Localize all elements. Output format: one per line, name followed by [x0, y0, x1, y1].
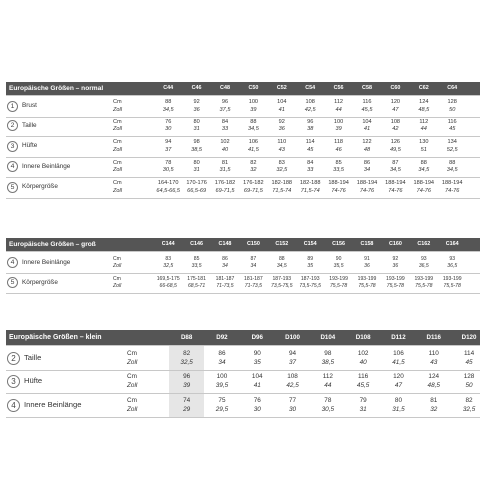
cm-value: 193-199 [414, 276, 434, 283]
column-header: D92 [216, 334, 228, 341]
cm-value: 100 [248, 99, 259, 106]
zoll-value: 41,5 [247, 146, 259, 153]
cm-value: 78 [324, 397, 332, 404]
cm-value: 92 [392, 256, 399, 263]
column-header: C56 [333, 85, 344, 91]
cm-value: 188-194 [413, 180, 435, 187]
zoll-value: 41 [278, 106, 285, 113]
zoll-value: 74-76 [331, 187, 346, 194]
cm-value: 88 [449, 159, 456, 166]
table-header [6, 330, 480, 345]
measurement-label: Hüfte [24, 376, 43, 386]
zoll-value: 32 [250, 167, 257, 174]
unit-cm-label: Cm [113, 139, 122, 146]
table-row [6, 251, 480, 274]
column-header: C144 [161, 241, 175, 247]
zoll-value: 32,5 [180, 358, 193, 366]
table-row [6, 369, 480, 394]
zoll-value: 66,5-69 [187, 187, 207, 194]
zoll-value: 38,5 [191, 146, 203, 153]
zoll-value: 32 [430, 405, 438, 413]
zoll-value: 32,5 [462, 405, 476, 413]
zoll-value: 32,5 [276, 167, 288, 174]
size-table [6, 330, 480, 417]
cm-value: 182-188 [299, 180, 321, 187]
cm-value: 85 [193, 256, 200, 263]
table-row [6, 136, 480, 158]
cm-value: 88 [165, 99, 172, 106]
zoll-value: 34 [218, 358, 226, 366]
zoll-value: 31 [359, 405, 367, 413]
cm-value: 128 [463, 373, 475, 380]
table-title: Europäische Größen – klein [9, 334, 102, 341]
column-header: D112 [391, 334, 406, 341]
table-header [6, 238, 480, 251]
zoll-value: 34 [222, 263, 228, 269]
cm-value: 176-182 [243, 180, 264, 187]
column-header: C146 [190, 241, 204, 247]
cm-value: 98 [193, 139, 200, 146]
zoll-value: 75,5-78 [415, 283, 433, 289]
zoll-value: 71,5-74 [300, 187, 320, 194]
unit-zoll-label: Zoll [113, 106, 123, 113]
column-header: D108 [355, 334, 371, 341]
zoll-value: 45 [465, 358, 473, 366]
unit-zoll-label: Zoll [127, 381, 138, 389]
cm-value: 169,5-175 [156, 276, 180, 283]
zoll-value: 40 [221, 146, 229, 153]
row-number-badge: 3 [7, 141, 18, 152]
column-header: D100 [285, 334, 300, 341]
cm-value: 110 [277, 139, 287, 146]
size-table [6, 82, 480, 198]
cm-value: 188-194 [356, 180, 378, 187]
zoll-value: 41,5 [392, 358, 405, 366]
unit-cm-label: Cm [113, 99, 122, 106]
zoll-value: 69-71,5 [215, 187, 235, 194]
zoll-value: 66-68,5 [159, 283, 177, 289]
measurement-label: Innere Beinlänge [22, 258, 71, 266]
row-number-badge: 4 [7, 257, 18, 268]
cm-value: 120 [393, 373, 404, 380]
cm-value: 181-187 [244, 276, 263, 283]
zoll-value: 31,5 [392, 405, 405, 413]
zoll-value: 44 [324, 381, 332, 389]
cm-value: 81 [430, 397, 438, 404]
zoll-value: 75,5-78 [329, 283, 348, 289]
zoll-value: 36 [278, 126, 285, 133]
zoll-value: 64,5-66,5 [156, 187, 181, 194]
column-header: C162 [417, 241, 431, 247]
zoll-value: 44 [335, 106, 342, 113]
column-header: C50 [248, 85, 259, 91]
column-header: C64 [447, 85, 458, 91]
row-number-badge: 5 [7, 277, 18, 288]
zoll-value: 38,5 [321, 358, 335, 366]
zoll-value: 45 [307, 146, 314, 153]
cm-value: 134 [447, 139, 457, 146]
cm-value: 76 [165, 118, 172, 125]
cm-value: 76 [253, 397, 261, 404]
zoll-value: 37 [165, 146, 172, 153]
cm-value: 94 [165, 139, 172, 146]
zoll-value: 36 [193, 106, 200, 113]
table-title: Europäische Größen – normal [9, 85, 104, 92]
cm-value: 182-188 [271, 180, 293, 187]
measurement-label: Taille [22, 121, 37, 129]
cm-value: 89 [307, 256, 314, 263]
zoll-value: 34,5 [389, 167, 401, 174]
cm-value: 112 [322, 373, 333, 380]
zoll-value: 29,5 [215, 405, 229, 413]
column-header: D88 [180, 334, 193, 341]
column-header: C62 [418, 85, 429, 91]
cm-value: 80 [193, 159, 200, 166]
column-header: C164 [445, 241, 459, 247]
cm-value: 102 [357, 350, 369, 357]
table-row [6, 116, 480, 138]
cm-value: 87 [250, 256, 257, 263]
cm-value: 100 [333, 118, 344, 125]
measurement-label: Hüfte [22, 142, 38, 150]
cm-value: 91 [364, 256, 370, 263]
cm-value: 82 [250, 159, 257, 166]
zoll-value: 71-73,5 [244, 283, 263, 289]
unit-cm-label: Cm [127, 397, 137, 404]
zoll-value: 30 [288, 405, 297, 413]
table-header [6, 82, 480, 95]
measurement-label: Innere Beinlänge [24, 400, 82, 410]
zoll-value: 34,5 [276, 263, 287, 269]
zoll-value: 37 [288, 358, 297, 366]
cm-value: 187-193 [272, 276, 292, 283]
cm-value: 126 [390, 139, 401, 146]
cm-value: 88 [278, 256, 285, 263]
unit-cm-label: Cm [113, 180, 122, 187]
cm-value: 188-194 [328, 180, 349, 187]
unit-zoll-label: Zoll [113, 167, 123, 174]
column-header: C58 [362, 85, 372, 91]
cm-value: 124 [419, 99, 429, 106]
column-header: C46 [191, 85, 202, 91]
measurement-label: Brust [22, 102, 37, 110]
column-header: C160 [388, 241, 402, 247]
cm-value: 193-199 [386, 276, 405, 283]
zoll-value: 47 [394, 381, 402, 389]
cm-value: 188-194 [441, 180, 463, 187]
row-number-badge: 4 [7, 399, 20, 412]
size-table [6, 238, 480, 293]
zoll-value: 33,5 [333, 167, 345, 174]
zoll-value: 36,5 [447, 263, 458, 269]
cm-value: 102 [220, 139, 230, 146]
row-number-badge: 1 [7, 101, 18, 112]
cm-value: 96 [307, 118, 314, 125]
zoll-value: 73,5-75,5 [271, 283, 293, 289]
cm-value: 77 [288, 397, 297, 404]
zoll-value: 34,5 [162, 106, 174, 113]
cm-value: 100 [216, 373, 228, 380]
column-header: C54 [305, 85, 316, 91]
table-row [6, 345, 480, 371]
zoll-value: 39 [183, 381, 191, 389]
measurement-label: Körpergröße [22, 183, 58, 191]
zoll-value: 42 [392, 126, 399, 133]
cm-value: 88 [250, 118, 257, 125]
cm-value: 93 [449, 256, 456, 263]
cm-value: 83 [165, 256, 172, 263]
zoll-value: 33 [307, 167, 314, 174]
zoll-value: 75,5-78 [386, 283, 405, 289]
unit-zoll-label: Zoll [113, 263, 122, 269]
unit-cm-label: Cm [127, 373, 137, 380]
cm-value: 116 [358, 373, 369, 380]
zoll-value: 74-76 [388, 187, 403, 194]
unit-zoll-label: Zoll [127, 358, 138, 366]
row-number-badge: 5 [7, 182, 18, 193]
zoll-value: 51 [420, 146, 427, 153]
zoll-value: 29 [183, 405, 191, 413]
cm-value: 96 [183, 373, 191, 380]
column-header: D104 [320, 334, 336, 341]
column-header: C154 [303, 241, 317, 247]
cm-value: 116 [447, 118, 457, 125]
zoll-value: 68,5-71 [187, 283, 206, 289]
cm-value: 94 [288, 350, 297, 357]
zoll-value: 37,5 [219, 106, 231, 113]
table-row [6, 393, 480, 418]
column-header: D120 [461, 334, 477, 341]
zoll-value: 45,5 [361, 106, 373, 113]
zoll-value: 75,5-78 [443, 283, 461, 289]
zoll-value: 30 [253, 405, 261, 413]
cm-value: 75 [218, 397, 226, 404]
cm-value: 84 [307, 159, 314, 166]
cm-value: 82 [465, 397, 473, 404]
cm-value: 104 [362, 118, 372, 125]
cm-value: 108 [287, 373, 298, 380]
cm-value: 79 [359, 397, 367, 404]
zoll-value: 30,5 [162, 167, 174, 174]
zoll-value: 34,5 [446, 167, 458, 174]
cm-value: 112 [334, 99, 344, 106]
cm-value: 83 [278, 159, 285, 166]
cm-value: 74 [183, 397, 191, 404]
zoll-value: 42,5 [304, 106, 316, 113]
cm-value: 106 [248, 139, 259, 146]
zoll-value: 39,5 [215, 381, 229, 389]
column-header: C156 [332, 241, 346, 247]
table-row [6, 95, 480, 118]
cm-value: 116 [362, 99, 372, 106]
cm-value: 114 [463, 350, 475, 357]
cm-value: 176-182 [214, 180, 236, 187]
zoll-value: 48,5 [427, 381, 440, 389]
zoll-value: 71,5-74 [272, 187, 292, 194]
zoll-value: 44 [420, 126, 427, 133]
zoll-value: 50 [449, 106, 456, 113]
cm-value: 92 [278, 118, 285, 125]
column-header: C44 [163, 85, 174, 91]
zoll-value: 33 [221, 126, 229, 133]
table-row [6, 177, 480, 199]
column-header: C158 [360, 241, 374, 247]
cm-value: 86 [363, 159, 371, 166]
cm-value: 104 [251, 373, 263, 380]
zoll-value: 49,5 [389, 146, 401, 153]
cm-value: 164-170 [157, 180, 179, 187]
cm-value: 124 [428, 373, 440, 380]
zoll-value: 31,5 [219, 167, 231, 174]
unit-zoll-label: Zoll [113, 146, 123, 153]
zoll-value: 35 [307, 263, 314, 269]
table-row [6, 157, 480, 179]
cm-value: 187-193 [300, 276, 320, 283]
zoll-value: 40 [359, 358, 367, 366]
unit-cm-label: Cm [113, 118, 122, 125]
cm-value: 181-187 [215, 276, 235, 283]
cm-value: 193-199 [329, 276, 348, 283]
cm-value: 88 [420, 159, 427, 166]
row-number-badge: 3 [7, 375, 20, 388]
zoll-value: 36 [392, 263, 399, 269]
zoll-value: 74-76 [359, 187, 375, 194]
zoll-value: 35,5 [333, 263, 344, 269]
zoll-value: 48,5 [418, 106, 430, 113]
column-header: C48 [220, 85, 230, 91]
zoll-value: 41 [363, 126, 371, 133]
cm-value: 92 [193, 99, 200, 106]
zoll-value: 75,5-78 [358, 283, 376, 289]
zoll-value: 38 [307, 126, 314, 133]
cm-value: 90 [335, 256, 342, 263]
cm-value: 80 [394, 397, 402, 404]
column-header: C148 [218, 241, 232, 247]
unit-zoll-label: Zoll [113, 187, 123, 194]
zoll-value: 34,5 [418, 167, 430, 174]
zoll-value: 45,5 [356, 381, 370, 389]
zoll-value: 31 [193, 167, 200, 174]
cm-value: 130 [419, 139, 429, 146]
zoll-value: 43 [430, 358, 438, 366]
zoll-value: 52,5 [446, 146, 458, 153]
zoll-value: 34,5 [247, 126, 259, 133]
table-row [6, 272, 480, 294]
unit-cm-label: Cm [127, 350, 137, 357]
zoll-value: 30,5 [321, 405, 335, 413]
zoll-value: 48 [363, 146, 371, 153]
zoll-value: 36 [364, 263, 370, 269]
cm-value: 78 [165, 159, 172, 166]
cm-value: 84 [221, 118, 229, 125]
cm-value: 170-176 [186, 180, 207, 187]
zoll-value: 41 [253, 381, 261, 389]
measurement-label: Körpergröße [22, 278, 58, 286]
cm-value: 112 [419, 118, 429, 125]
cm-value: 120 [390, 99, 401, 106]
zoll-value: 32,5 [163, 263, 174, 269]
zoll-value: 39 [250, 106, 257, 113]
cm-value: 193-199 [357, 276, 377, 283]
cm-value: 98 [324, 350, 332, 357]
column-header: C150 [246, 241, 260, 247]
cm-value: 108 [305, 99, 315, 106]
cm-value: 175-181 [187, 276, 206, 283]
measurement-label: Innere Beinlänge [22, 162, 71, 170]
zoll-value: 36,5 [418, 263, 429, 269]
zoll-value: 73,5-75,5 [299, 283, 321, 289]
cm-value: 80 [193, 118, 200, 125]
unit-cm-label: Cm [113, 256, 121, 263]
cm-value: 122 [362, 139, 372, 146]
cm-value: 193-199 [442, 276, 462, 283]
unit-cm-label: Cm [113, 159, 122, 166]
zoll-value: 34 [250, 263, 257, 269]
cm-value: 90 [253, 350, 261, 357]
zoll-value: 74-76 [416, 187, 431, 194]
cm-value: 96 [221, 99, 229, 106]
column-header: D96 [251, 334, 263, 341]
row-number-badge: 2 [7, 120, 18, 131]
zoll-value: 46 [335, 146, 342, 153]
cm-value: 114 [305, 139, 315, 146]
cm-value: 86 [218, 350, 226, 357]
unit-zoll-label: Zoll [113, 126, 123, 133]
zoll-value: 31 [193, 126, 200, 133]
cm-value: 85 [335, 159, 342, 166]
zoll-value: 50 [465, 381, 473, 389]
column-header: C60 [390, 85, 401, 91]
zoll-value: 39 [335, 126, 342, 133]
unit-zoll-label: Zoll [127, 405, 138, 413]
measurement-label: Taille [24, 353, 42, 363]
cm-value: 128 [447, 99, 457, 106]
zoll-value: 74-76 [445, 187, 460, 194]
cm-value: 87 [392, 159, 399, 166]
zoll-value: 34 [363, 167, 371, 174]
column-header: D116 [426, 334, 441, 341]
row-number-badge: 4 [7, 161, 18, 172]
cm-value: 81 [221, 159, 229, 166]
zoll-value: 69-71,5 [243, 187, 263, 194]
zoll-value: 43 [278, 146, 285, 153]
cm-value: 93 [420, 256, 427, 263]
row-number-badge: 2 [7, 352, 20, 365]
zoll-value: 45 [449, 126, 456, 133]
cm-value: 86 [222, 256, 228, 263]
cm-value: 82 [183, 350, 191, 357]
unit-zoll-label: Zoll [113, 283, 122, 289]
zoll-value: 47 [392, 106, 399, 113]
column-header: C52 [276, 85, 287, 91]
cm-value: 110 [428, 350, 439, 357]
zoll-value: 71-73,5 [216, 283, 234, 289]
cm-value: 106 [393, 350, 404, 357]
cm-value: 108 [390, 118, 401, 125]
column-header: C152 [275, 241, 289, 247]
cm-value: 188-194 [385, 180, 406, 187]
zoll-value: 33,5 [191, 263, 202, 269]
table-title: Europäische Größen – groß [9, 241, 96, 248]
zoll-value: 35 [253, 358, 261, 366]
cm-value: 118 [334, 139, 344, 146]
unit-cm-label: Cm [113, 276, 121, 283]
zoll-value: 42,5 [286, 381, 299, 389]
zoll-value: 30 [165, 126, 172, 133]
cm-value: 104 [277, 99, 287, 106]
